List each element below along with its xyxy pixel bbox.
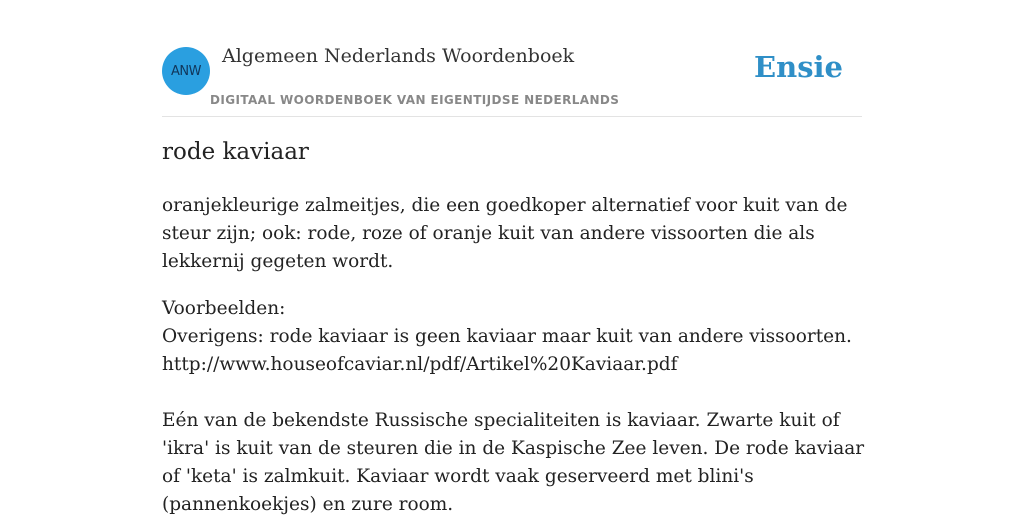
example-spacer bbox=[162, 379, 866, 407]
examples-section bbox=[162, 295, 866, 519]
example-1-text: Overigens: rode kaviaar is geen kaviaar maar kuit van andere vissoorten. bbox=[162, 326, 852, 347]
entry-definition: oranjekleurige zalmeitjes, die een goedkoper alternatief voor kuit van de steur zijn; ook: rode, roze of oranje kuit van andere vissoorten die als lekkernij gegeten wordt. bbox=[162, 195, 848, 272]
anw-logo-text: ANW bbox=[171, 63, 201, 79]
page bbox=[162, 0, 865, 515]
ensie-brand-logo[interactable]: Ensie bbox=[754, 50, 843, 84]
example-1-source: http://www.houseofcaviar.nl/pdf/Artikel%20Kaviaar.pdf bbox=[162, 354, 678, 375]
site-header bbox=[162, 0, 862, 117]
entry-term: rode kaviaar bbox=[162, 139, 309, 165]
site-title[interactable]: Algemeen Nederlands Woordenboek bbox=[222, 45, 575, 67]
anw-logo[interactable] bbox=[162, 47, 210, 95]
examples-label: Voorbeelden: bbox=[162, 298, 286, 319]
site-subtitle: DIGITAAL WOORDENBOEK VAN EIGENTIJDSE NEDERLANDS bbox=[210, 93, 620, 107]
example-2-text: Eén van de bekendste Russische specialiteiten is kaviaar. Zwarte kuit of 'ikra' is kuit van de steuren die in de Kaspische Zee leven. De rode kaviaar of 'keta' is zalmkuit. Kaviaar wordt vaak geserveerd met blini's (pannenkoekjes) en zure room. bbox=[162, 410, 865, 515]
